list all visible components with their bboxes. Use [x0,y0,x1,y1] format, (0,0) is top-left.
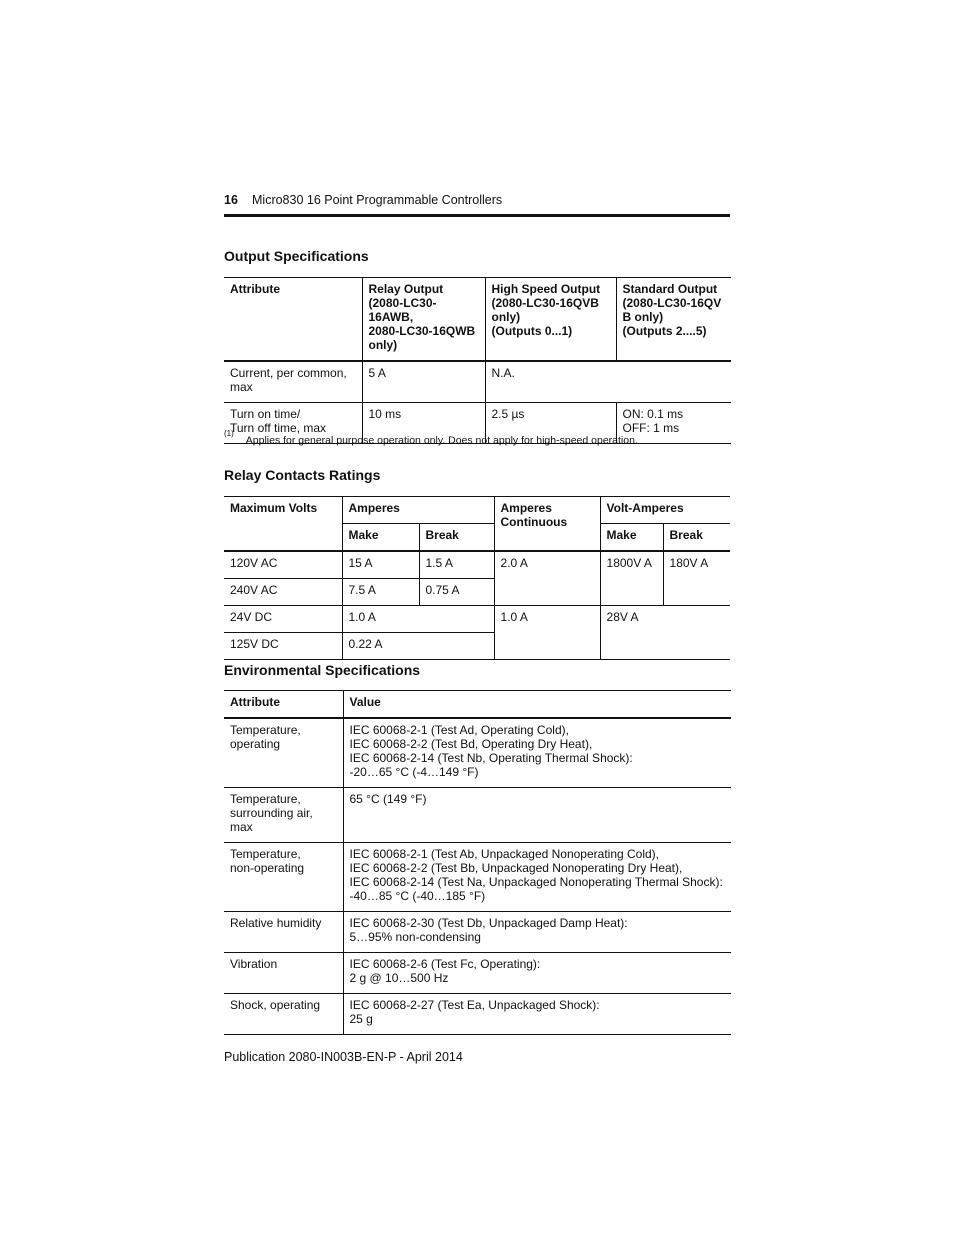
footnote [224,430,638,448]
cell-attribute: Relative humidity [224,912,343,953]
cell-va-break: 180V A [663,551,730,606]
table-row [224,912,731,953]
cell-relay: 10 ms [362,403,485,444]
cell-make: 7.5 A [342,579,419,606]
table-row [224,361,731,403]
cell-continuous: 1.0 A [494,606,600,660]
cell-va-make: 1800V A [600,551,663,606]
cell-value: IEC 60068-2-6 (Test Fc, Operating): 2 g @ 10…500 Hz [343,953,731,994]
header-break: Break [419,524,494,552]
table-row [224,843,731,912]
cell-standard: ON: 0.1 ms OFF: 1 ms [616,403,731,444]
running-header-title: Micro830 16 Point Programmable Controllers [252,193,503,207]
cell-relay: 5 A [362,361,485,403]
header-amperes: Amperes [342,497,494,524]
footnote-marker: (1) [224,429,234,438]
header-value: Value [343,691,731,719]
header-volt-amperes: Volt-Amperes [600,497,730,524]
table-row [224,551,730,579]
env-specs-title: Environmental Specifications [224,662,421,678]
cell-make: 15 A [342,551,419,579]
cell-attribute: Temperature, operating [224,718,343,788]
header-va-make: Make [600,524,663,552]
env-specs-table [224,690,731,1035]
relay-ratings-table [224,496,730,660]
header-rule [224,214,730,217]
cell-volts: 240V AC [224,579,342,606]
table-row [224,606,730,633]
cell-continuous: 2.0 A [494,551,600,606]
cell-value: IEC 60068-2-30 (Test Db, Unpackaged Damp Heat): 5…95% non-condensing [343,912,731,953]
output-specs-table [224,277,731,444]
header-attribute: Attribute [224,691,343,719]
cell-amperes: 0.22 A [342,633,494,660]
header-va-break: Break [663,524,730,552]
table-row [224,788,731,843]
cell-value: IEC 60068-2-27 (Test Ea, Unpackaged Shock): 25 g [343,994,731,1035]
table-row [224,953,731,994]
table-header-row [224,278,731,362]
publication-footer: Publication 2080-IN003B-EN-P - April 2014 [224,1050,463,1064]
output-specs-title: Output Specifications [224,248,369,264]
page-number: 16 [224,193,238,207]
header-attribute: Attribute [224,278,362,362]
header-standard-output: Standard Output (2080-LC30-16QV B only) (Outputs 2....5) [616,278,731,362]
cell-attribute: Temperature, surrounding air, max [224,788,343,843]
cell-hs-std: N.A. [485,361,731,403]
cell-volts: 24V DC [224,606,342,633]
cell-value: IEC 60068-2-1 (Test Ad, Operating Cold), IEC 60068-2-2 (Test Bd, Operating Dry Heat), IEC 60068-2-14 (Test Nb, Operating Thermal Shock): -20…65 °C (-4…149 °F) [343,718,731,788]
cell-value: IEC 60068-2-1 (Test Ab, Unpackaged Nonoperating Cold), IEC 60068-2-2 (Test Bb, Unpackaged Nonoperating Dry Heat), IEC 60068-2-14 (Test Na, Unpackaged Nonoperating Thermal Shock): -40…85 °C (-40…185 °F) [343,843,731,912]
table-row [224,994,731,1035]
cell-volts: 120V AC [224,551,342,579]
cell-volts: 125V DC [224,633,342,660]
header-high-speed-output: High Speed Output (2080-LC30-16QVB only) (Outputs 0...1) [485,278,616,362]
cell-amperes: 1.0 A [342,606,494,633]
cell-volt-amperes: 28V A [600,606,730,660]
relay-ratings-title: Relay Contacts Ratings [224,467,381,483]
cell-high-speed: 2.5 µs [485,403,616,444]
table-header-row [224,691,731,719]
cell-attribute: Vibration [224,953,343,994]
cell-break: 0.75 A [419,579,494,606]
table-row [224,718,731,788]
header-amperes-continuous: Amperes Continuous [494,497,600,552]
header-make: Make [342,524,419,552]
cell-attribute: Shock, operating [224,994,343,1035]
cell-value: 65 °C (149 °F) [343,788,731,843]
cell-break: 1.5 A [419,551,494,579]
header-relay-output: Relay Output (2080-LC30-16AWB, 2080-LC30-16QWB only) [362,278,485,362]
cell-attribute: Current, per common, max [224,361,362,403]
footnote-text: Applies for general purpose operation only. Does not apply for high-speed operation. [245,434,638,447]
table-header-row [224,497,730,524]
header-max-volts: Maximum Volts [224,497,342,552]
cell-attribute: Turn on time/ Turn off time, max [224,403,362,444]
cell-attribute: Temperature, non-operating [224,843,343,912]
